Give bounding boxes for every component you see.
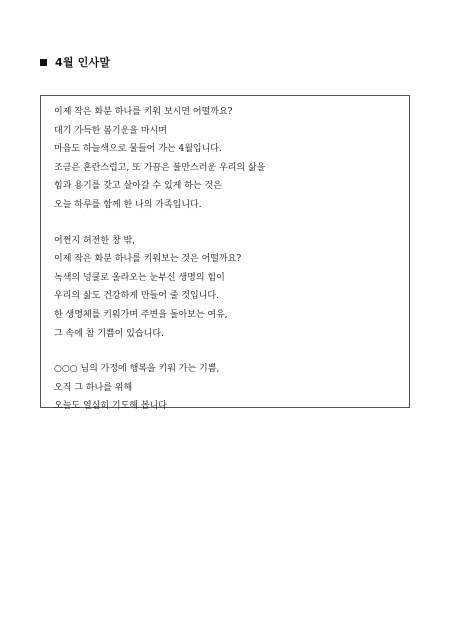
greeting-letter-box: [40, 95, 410, 412]
section-title: 4월 인사말: [55, 56, 111, 69]
letter-line: 오늘 하루를 함께 한 나의 가족입니다.: [54, 199, 202, 210]
letter-line: 이제 작은 화분 하나를 키워보는 것은 어떨까요?: [54, 254, 242, 265]
letter-line: 녹색의 넝쿨로 올라오는 눈부신 생명의 힘이: [54, 272, 225, 283]
black-square-icon: [40, 59, 47, 66]
letter-line: 이제 작은 화분 하나를 키워 보시면 어떨까요?: [54, 107, 233, 117]
letter-paragraph-3: [54, 360, 409, 416]
letter-line: 대기 가득한 봄기운을 마시며: [54, 125, 167, 136]
letter-line: 오직 그 하나를 위해: [54, 382, 133, 393]
letter-line: 오늘도 열심히 기도해 봅니다: [54, 401, 167, 412]
letter-line: 조금은 혼란스럽고, 또 가끔은 불만스러운 우리의 삶을: [54, 162, 266, 173]
letter-line: 힘과 용기를 갖고 살아갈 수 있게 하는 것은: [54, 181, 222, 192]
section-heading: [40, 54, 110, 70]
letter-paragraph-1: [54, 103, 409, 215]
letter-line: 마음도 하늘색으로 물들어 가는 4월입니다.: [54, 144, 222, 155]
letter-line: ○○○ 님의 가정에 행복을 키워 가는 기쁨,: [54, 364, 220, 375]
letter-line: 그 속에 참 기쁨이 있습니다.: [54, 328, 164, 339]
letter-line: 한 생명체를 키워가며 주변을 돌아보는 여유,: [54, 309, 228, 320]
letter-line: 어쩐지 허전한 창 밖,: [54, 235, 135, 246]
letter-paragraph-2: [54, 232, 409, 344]
letter-line: 우리의 삶도 건강하게 만들어 줄 것입니다.: [54, 291, 219, 302]
